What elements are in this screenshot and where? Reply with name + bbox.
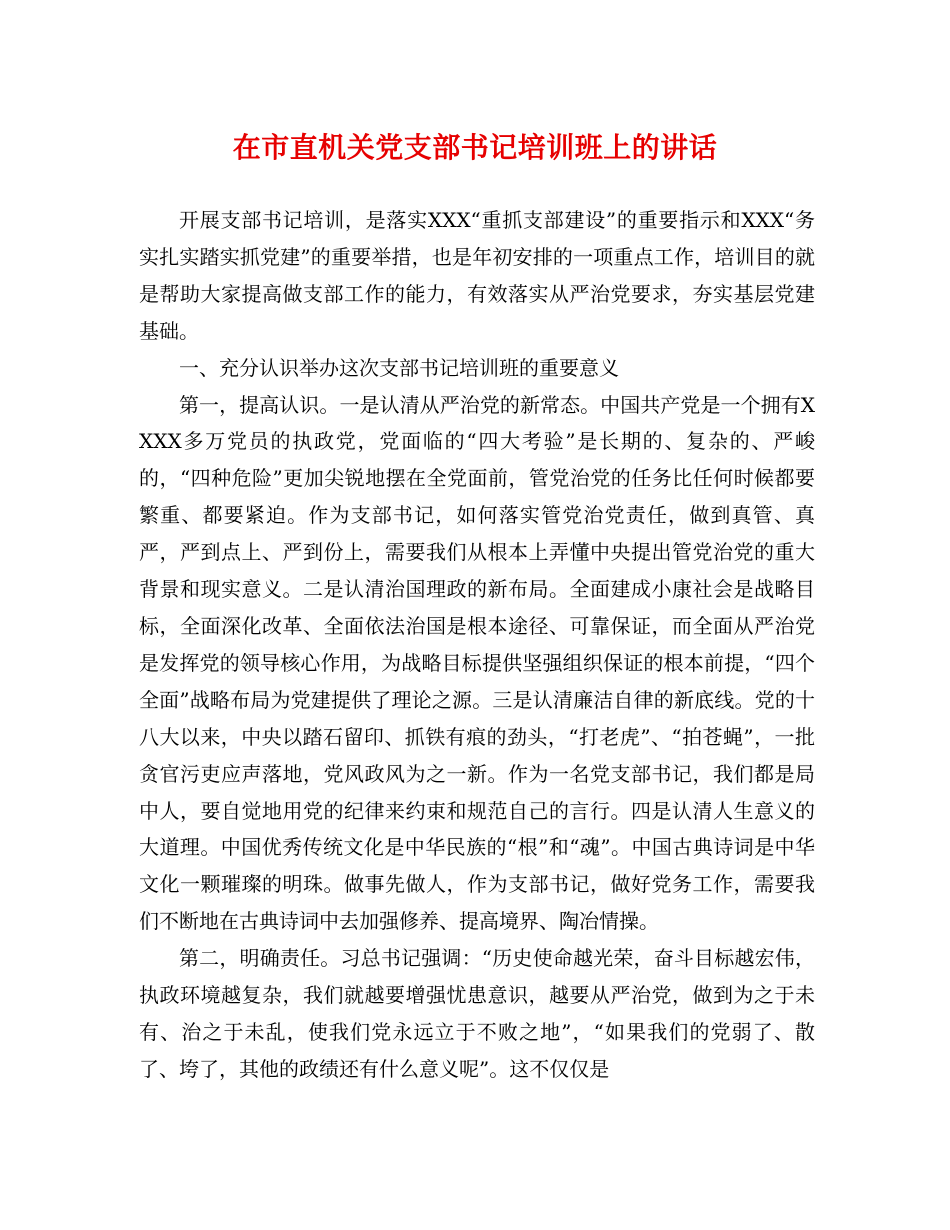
section-heading: 一、充分认识举办这次支部书记培训班的重要意义: [179, 355, 619, 380]
paragraph-second-point: 第二，明确责任。习总书记强调：“历史使命越光荣，奋斗目标越宏伟，执政环境越复杂，我们就越要增强忧患意识，越要从严治党，做到为之于未有、治之于未乱，使我们党永远立于不败之地”，“如果我们的党弱了、散了、垮了，其他的政绩还有什么意义呢”。这不仅仅是: [139, 946, 815, 1081]
document-title: 在市直机关党支部书记培训班上的讲话: [232, 131, 718, 164]
paragraph-first-point: 第一，提高认识。一是认清从严治党的新常态。中国共产党是一个拥有XXXX多万党员的执政党，党面临的“四大考验”是长期的、复杂的、严峻的，“四种危险”更加尖锐地摆在全党面前，管党治党的任务比任何时候都要繁重、都要紧迫。作为支部书记，如何落实管党治党责任，做到真管、真严，严到点上、严到份上，需要我们从根本上弄懂中央提出管党治党的重大背景和现实意义。二是认清治国理政的新布局。全面建成小康社会是战略目标，全面深化改革、全面依法治国是根本途径、可靠保证，而全面从严治党是发挥党的领导核心作用，为战略目标提供坚强组织保证的根本前提，“四个全面”战略布局为党建提供了理论之源。三是认清廉洁自律的新底线。党的十八大以来，中央以踏石留印、抓铁有痕的劲头，“打老虎”、“拍苍蝇”，一批贪官污吏应声落地，党风政风为之一新。作为一名党支部书记，我们都是局中人，要自觉地用党的纪律来约束和规范自己的言行。四是认清人生意义的大道理。中国优秀传统文化是中华民族的“根”和“魂”。中国古典诗词是中华文化一颗璀璨的明珠。做事先做人，作为支部书记，做好党务工作，需要我们不断地在古典诗词中去加强修养、提高境界、陶冶情操。: [139, 392, 815, 934]
document-body: [139, 202, 815, 1088]
paragraph-intro: 开展支部书记培训，是落实XXX“重抓支部建设”的重要指示和XXX“务实扎实踏实抓党建”的重要举措，也是年初安排的一项重点工作，培训目的就是帮助大家提高做支部工作的能力，有效落实从严治党要求，夯实基层党建基础。: [139, 208, 815, 343]
